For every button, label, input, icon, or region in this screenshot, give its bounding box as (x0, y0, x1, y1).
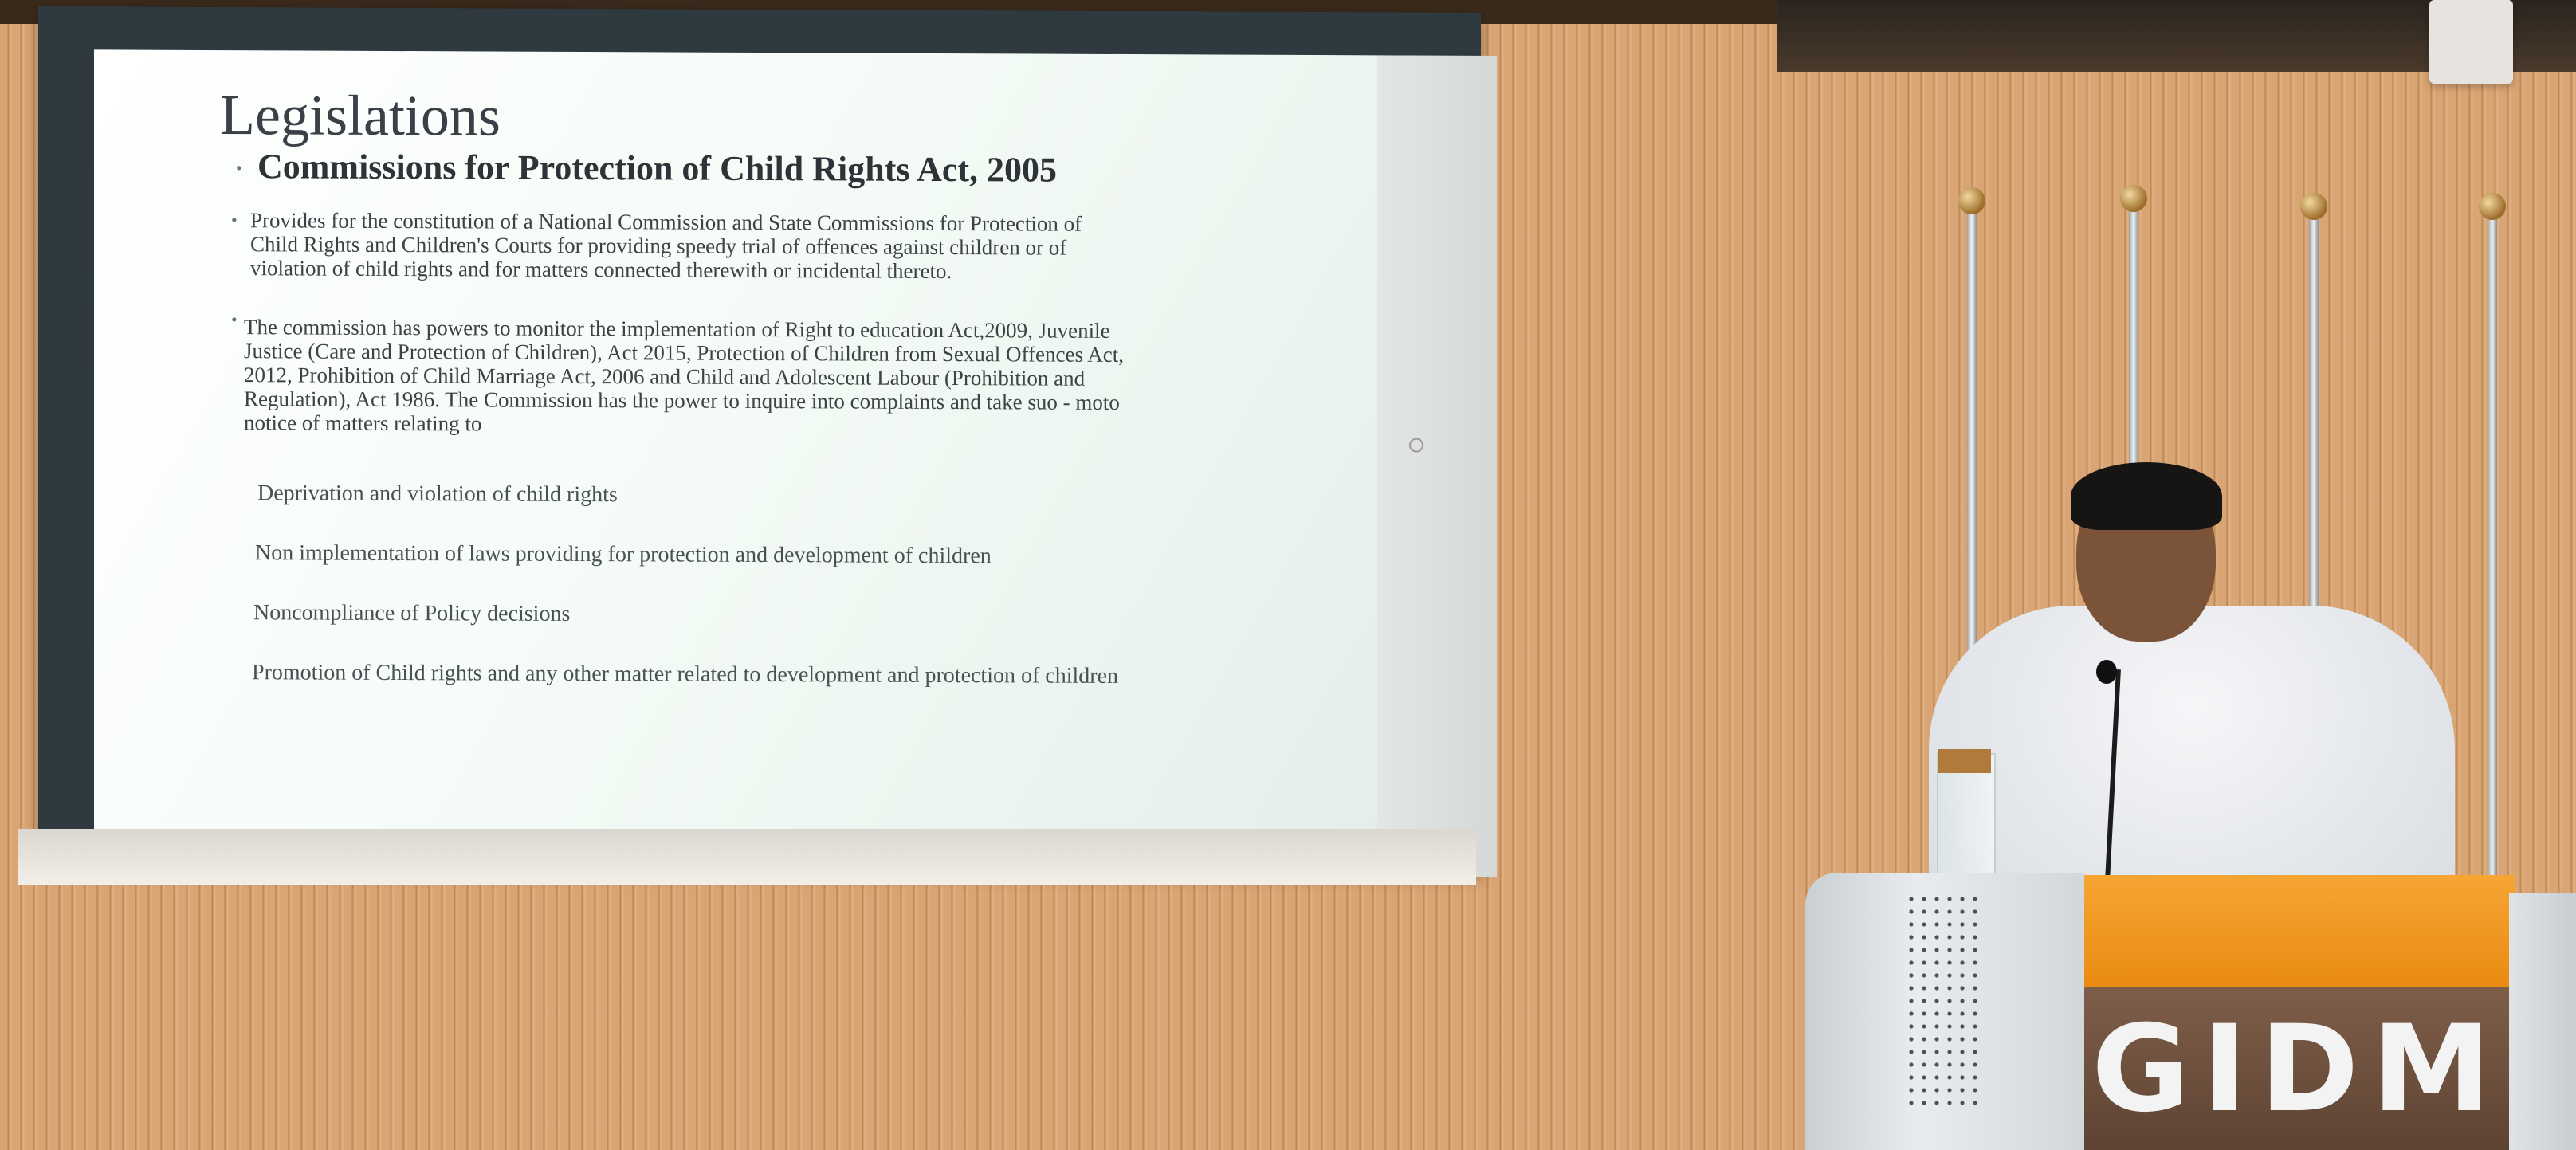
paragraph-line: violation of child rights and for matters connected therewith or incidental thereto. (250, 256, 952, 284)
flag-pole (2488, 206, 2497, 875)
pole-finial-icon (1958, 187, 1985, 214)
pole-finial-icon (2120, 185, 2147, 212)
paragraph-line: notice of matters relating to (244, 410, 482, 436)
slide-paragraph-2 (244, 315, 1320, 439)
projection-screen-frame (38, 6, 1481, 873)
glass-lid (1938, 749, 1991, 773)
slide-title: Legislations (220, 83, 501, 148)
bullet-icon: • (236, 158, 242, 179)
slide-list-item: Deprivation and violation of child rights (257, 481, 618, 508)
projection-screen-bottom-bar (18, 829, 1476, 885)
bullet-icon: • (231, 210, 238, 230)
paragraph-line: 2012, Prohibition of Child Marriage Act, 2006 and Child and Adolescent Labour (Prohibition and (244, 363, 1086, 391)
bullet-icon: • (231, 309, 238, 330)
microphone-icon (2096, 660, 2117, 684)
podium-logo-text: GIDM (2091, 1000, 2503, 1139)
slide-side-band (1377, 55, 1497, 877)
pole-finial-icon (2479, 193, 2506, 220)
slide-list-item: Promotion of Child rights and any other matter related to development and protection of children (252, 660, 1119, 689)
podium-speaker-grille (1905, 893, 1977, 1108)
projected-slide (94, 49, 1497, 877)
slide-list-item: Non implementation of laws providing for protection and development of children (255, 540, 992, 569)
slide-subtitle: Commissions for Protection of Child Rights Act, 2005 (257, 147, 1058, 190)
podium-top-panel (2084, 875, 2515, 987)
paragraph-line: Justice (Care and Protection of Children), Act 2015, Protection of Children from Sexual Offences Act, (244, 339, 1124, 367)
cursor-icon (1409, 438, 1423, 453)
paragraph-line: Regulation), Act 1986. The Commission has the power to inquire into complaints and take suo - moto (244, 387, 1120, 414)
paragraph-line: The commission has powers to monitor the implementation of Right to education Act,2009, Juvenile (244, 315, 1110, 343)
podium-right-edge (2509, 893, 2576, 1150)
paragraph-line: Provides for the constitution of a National Commission and State Commissions for Protection of (250, 208, 1082, 236)
slide-paragraph-1 (250, 208, 1326, 285)
speaker-hair (2071, 462, 2222, 530)
slide-list-item: Noncompliance of Policy decisions (253, 600, 571, 626)
paragraph-line: Child Rights and Children's Courts for providing speedy trial of offences against children or of (250, 232, 1067, 260)
ceiling-speaker (2429, 0, 2513, 84)
pole-finial-icon (2300, 193, 2327, 220)
